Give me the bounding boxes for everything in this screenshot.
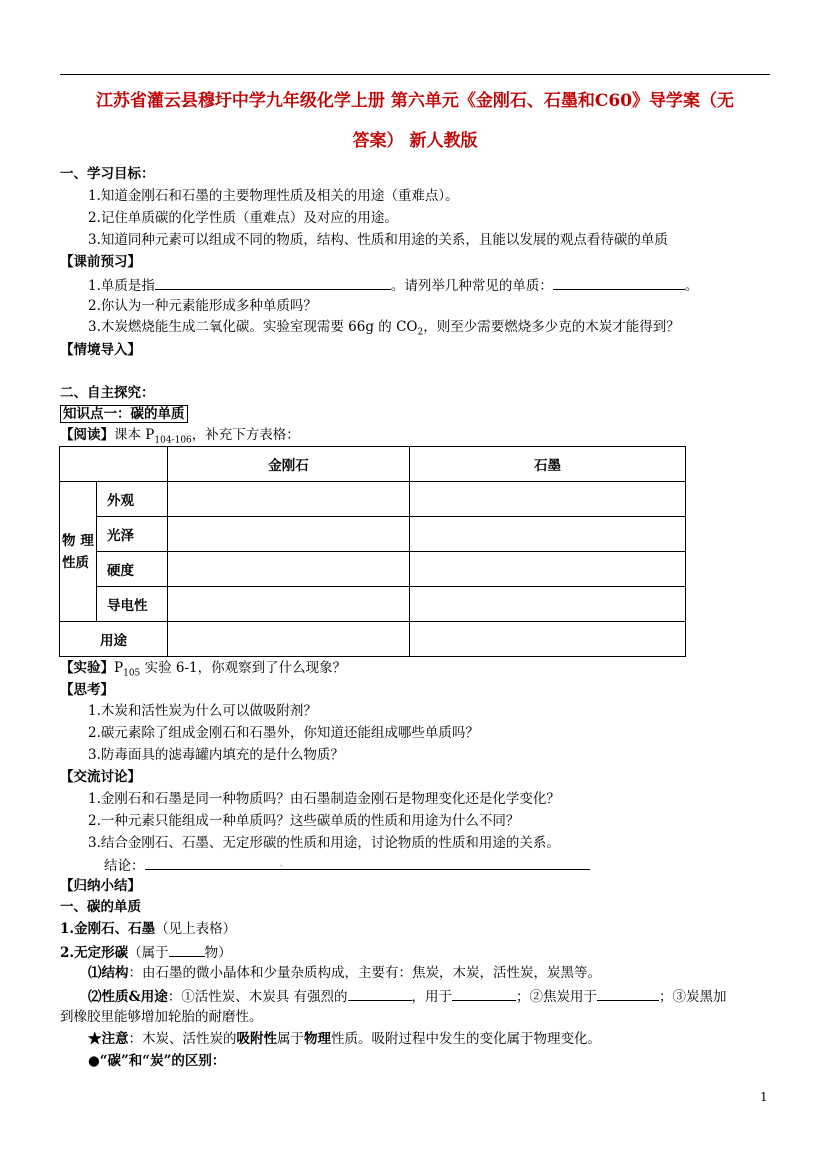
goal-item: 2.记住单质碳的化学性质（重难点）及对应的用途。 [88, 210, 398, 226]
properties-use-label: ⑵性质&用途 [88, 989, 168, 1005]
note-line [88, 1030, 601, 1048]
goals-heading: 一、学习目标： [60, 166, 155, 182]
read-label: 【阅读】 [60, 427, 114, 443]
answer-blank[interactable] [348, 986, 412, 1001]
experiment-line [60, 659, 346, 683]
props-text-b: ，用于 [411, 989, 452, 1005]
props-text-a: ：①活性炭、木炭具 有强烈的 [167, 989, 348, 1005]
header-rule [60, 74, 770, 75]
document-title-line1: 江苏省灌云县穆圩中学九年级化学上册 第六单元《金刚石、石墨和C60》导学案（无 [95, 91, 735, 111]
document-title-line2: 答案） 新人教版 [352, 131, 478, 151]
structure-text: ：由石墨的微小晶体和少量杂质构成，主要有：焦炭，木炭，活性炭，炭黑等。 [128, 965, 601, 981]
note-label: ★注意 [88, 1031, 129, 1047]
answer-cell[interactable] [410, 517, 686, 552]
preview-q3-text-b: ，则至少需要燃烧多少克的木炭才能得到？ [423, 319, 680, 335]
table-row [60, 552, 686, 587]
row-label-hardness: 硬度 [97, 552, 168, 587]
properties-use-line-2: 到橡胶里能够增加轮胎的耐磨性。 [60, 1009, 263, 1025]
think-item: 3.防毒面具的滤毒罐内填充的是什么物质？ [88, 747, 344, 763]
summary-item-2-text-b: 物） [204, 945, 232, 961]
structure-line [88, 964, 601, 982]
props-text-d: ；③炭黑加 [659, 989, 727, 1005]
conclusion-line [104, 855, 590, 875]
discuss-item: 1.金刚石和石墨是同一种物质吗？由石墨制造金刚石是物理变化还是化学变化？ [88, 791, 560, 807]
answer-cell[interactable] [168, 482, 410, 517]
answer-cell[interactable] [168, 587, 410, 622]
props-text-c: ；②焦炭用于 [516, 989, 597, 1005]
experiment-label: 【实验】 [60, 660, 114, 676]
preview-q1-text-a: 1.单质是指 [88, 278, 155, 294]
answer-blank[interactable] [169, 942, 205, 957]
think-item: 2.碳元素除了组成金刚石和石墨外，你知道还能组成哪些单质吗？ [88, 725, 479, 741]
preview-heading: 【课前预习】 [60, 254, 141, 270]
read-text-a: 课本 P [114, 427, 155, 443]
preview-question-3 [88, 318, 680, 342]
experiment-text-a: P [114, 660, 124, 676]
co2-subscript: 2 [417, 327, 424, 338]
summary-heading: 【归纳小结】 [60, 878, 141, 894]
preview-q1-text-b: 。请列举几种常见的单质： [390, 278, 553, 294]
row-label-appearance: 外观 [97, 482, 168, 517]
preview-q3-text-a: 3.木炭燃烧能生成二氧化碳。实验室现需要 66g 的 CO [88, 319, 418, 335]
answer-blank[interactable] [597, 986, 659, 1001]
answer-cell[interactable] [168, 622, 410, 657]
note-text-a: ：木炭、活性炭的 [128, 1031, 237, 1047]
summary-item-2 [60, 942, 232, 962]
summary-item-1-note: （见上表格） [155, 921, 237, 937]
knowledge-point-1 [60, 405, 188, 423]
note-text-d: 物理 [304, 1031, 331, 1047]
intro-heading: 【情境导入】 [60, 342, 141, 358]
table-header-row [60, 447, 686, 482]
column-header-graphite: 石墨 [410, 447, 686, 482]
answer-cell[interactable] [168, 517, 410, 552]
summary-item-1-title: 1.金刚石、石墨 [60, 921, 156, 937]
row-label-use: 用途 [60, 622, 168, 657]
answer-cell[interactable] [410, 552, 686, 587]
summary-item-1 [60, 920, 236, 938]
physical-property-group-label [60, 482, 97, 622]
table-corner-cell [60, 447, 168, 482]
answer-blank[interactable] [553, 275, 685, 290]
table-row [60, 587, 686, 622]
group-label-line1: 物 理 [62, 532, 94, 549]
preview-q1-text-c: 。 [684, 278, 699, 294]
knowledge-point-1-label: 知识点一：碳的单质 [60, 405, 188, 423]
preview-question-2: 2.你认为一种元素能形成多种单质吗？ [88, 298, 317, 314]
experiment-text-b: 实验 6-1，你观察到了什么现象？ [140, 660, 347, 676]
discuss-item: 2.一种元素只能组成一种单质吗？这些碳单质的性质和用途为什么不同？ [88, 813, 520, 829]
properties-use-line [88, 986, 727, 1006]
table-row [60, 622, 686, 657]
discuss-heading: 【交流讨论】 [60, 769, 141, 785]
table-row [60, 517, 686, 552]
conclusion-blank[interactable]: . [145, 855, 590, 870]
note-text-e: 性质。吸附过程中发生的变化属于物理变化。 [331, 1031, 601, 1047]
table-row [60, 482, 686, 517]
answer-cell[interactable] [410, 622, 686, 657]
group-label-line2: 性质 [62, 554, 89, 571]
answer-cell[interactable] [410, 482, 686, 517]
answer-cell[interactable] [410, 587, 686, 622]
answer-cell[interactable] [168, 552, 410, 587]
discuss-item: 3.结合金刚石、石墨、无定形碳的性质和用途，讨论物质的性质和用途的关系。 [88, 835, 560, 851]
summary-item-2-title: 2.无定形碳 [60, 945, 129, 961]
properties-table [59, 446, 686, 657]
goal-item: 1.知道金刚石和石墨的主要物理性质及相关的用途（重难点）。 [88, 188, 459, 204]
conclusion-label: 结论： [104, 858, 145, 874]
column-header-diamond: 金刚石 [168, 447, 410, 482]
read-page-range: 104-106 [154, 435, 192, 446]
goal-item: 3.知道同种元素可以组成不同的物质，结构、性质和用途的关系，且能以发展的观点看待碳的单质 [88, 232, 668, 248]
think-item: 1.木炭和活性炭为什么可以做吸附剂？ [88, 703, 317, 719]
think-heading: 【思考】 [60, 682, 114, 698]
preview-question-1 [88, 275, 698, 295]
answer-blank[interactable] [155, 275, 391, 290]
explore-heading: 二、自主探究： [60, 385, 155, 401]
answer-blank[interactable] [452, 986, 516, 1001]
carbon-char-difference: ●“碳”和“炭”的区别： [88, 1053, 226, 1069]
row-label-conductivity: 导电性 [97, 587, 168, 622]
experiment-page: 105 [123, 668, 141, 679]
read-text-b: ，补充下方表格： [191, 427, 300, 443]
summary-item-2-text-a: （属于 [128, 945, 169, 961]
note-text-b: 吸附性 [236, 1031, 277, 1047]
structure-label: ⑴结构 [88, 965, 129, 981]
note-text-c: 属于 [277, 1031, 304, 1047]
row-label-luster: 光泽 [97, 517, 168, 552]
page-number: 1 [760, 1090, 768, 1104]
summary-subheading: 一、碳的单质 [60, 899, 141, 915]
